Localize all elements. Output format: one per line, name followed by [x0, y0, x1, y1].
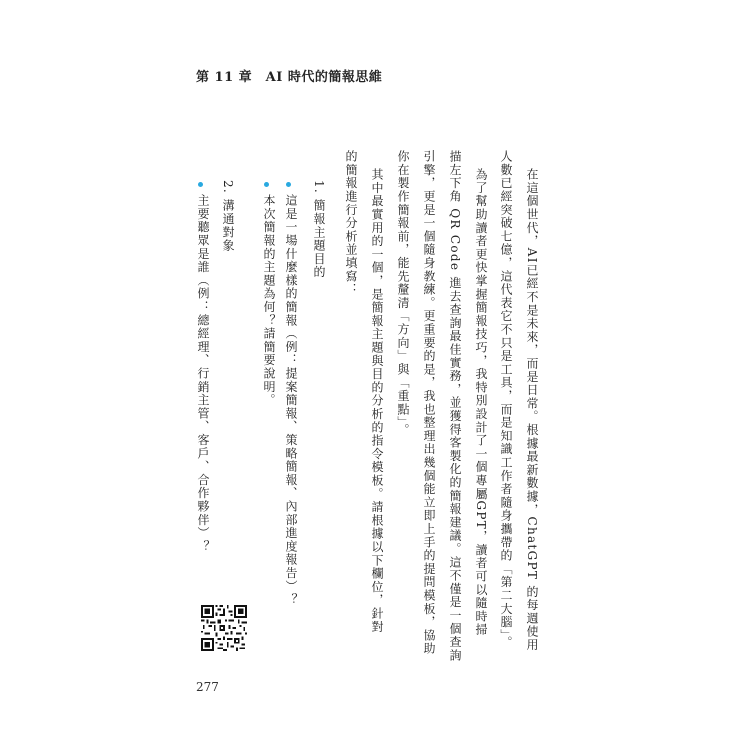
page-number: 277 [196, 680, 219, 694]
bullet-marker-icon [198, 182, 203, 187]
body-column-2: 人數已經突破七億，這代表它不只是工具，而是知識工作者隨身攜帶的「第二大腦」。 [499, 150, 513, 650]
chapter-header: 第 11 章 AI 時代的簡報思維 [196, 70, 383, 85]
section-1-bullet-2: 本次簡報的主題為何？請簡要說明。 [262, 194, 276, 407]
section-heading-2: 2. 溝通對象 [221, 180, 235, 253]
section-1-bullet-1: 這是一場什麼樣的簡報（例：提案簡報、策略簡報、內部進度報告）？ [284, 194, 298, 607]
qr-code-icon[interactable] [201, 605, 247, 651]
section-heading-1: 1. 簡報主題目的 [312, 180, 326, 279]
body-column-8: 的簡報進行分析並填寫： [344, 150, 358, 297]
body-column-7: 其中最實用的一個，是簡報主題與目的分析的指令模板。請根據以下欄位，針對 [370, 168, 384, 634]
bullet-marker-icon [264, 182, 269, 187]
body-column-5: 引擎，更是一個隨身教練。更重要的是，我也整理出幾個能立即上手的提問模板，協助 [422, 150, 436, 656]
body-column-3: 為了幫助讀者更快掌握簡報技巧，我特別設計了一個專屬GPT，讀者可以隨時掃 [474, 168, 488, 637]
bullet-marker-icon [286, 182, 291, 187]
body-column-4: 描左下角 QR Code 進去查詢最佳實務，並獲得客製化的簡報建議。這不僅是一個查詢 [448, 150, 462, 663]
body-column-1: 在這個世代，AI已經不是未來，而是日常。根據最新數據，ChatGPT 的每週使用 [525, 168, 539, 652]
section-2-bullet-1: 主要聽眾是誰（例：總經理、行銷主管、客戶、合作夥伴）？ [196, 194, 210, 554]
body-column-6: 你在製作簡報前，能先釐清「方向」與「重點」。 [396, 150, 410, 437]
